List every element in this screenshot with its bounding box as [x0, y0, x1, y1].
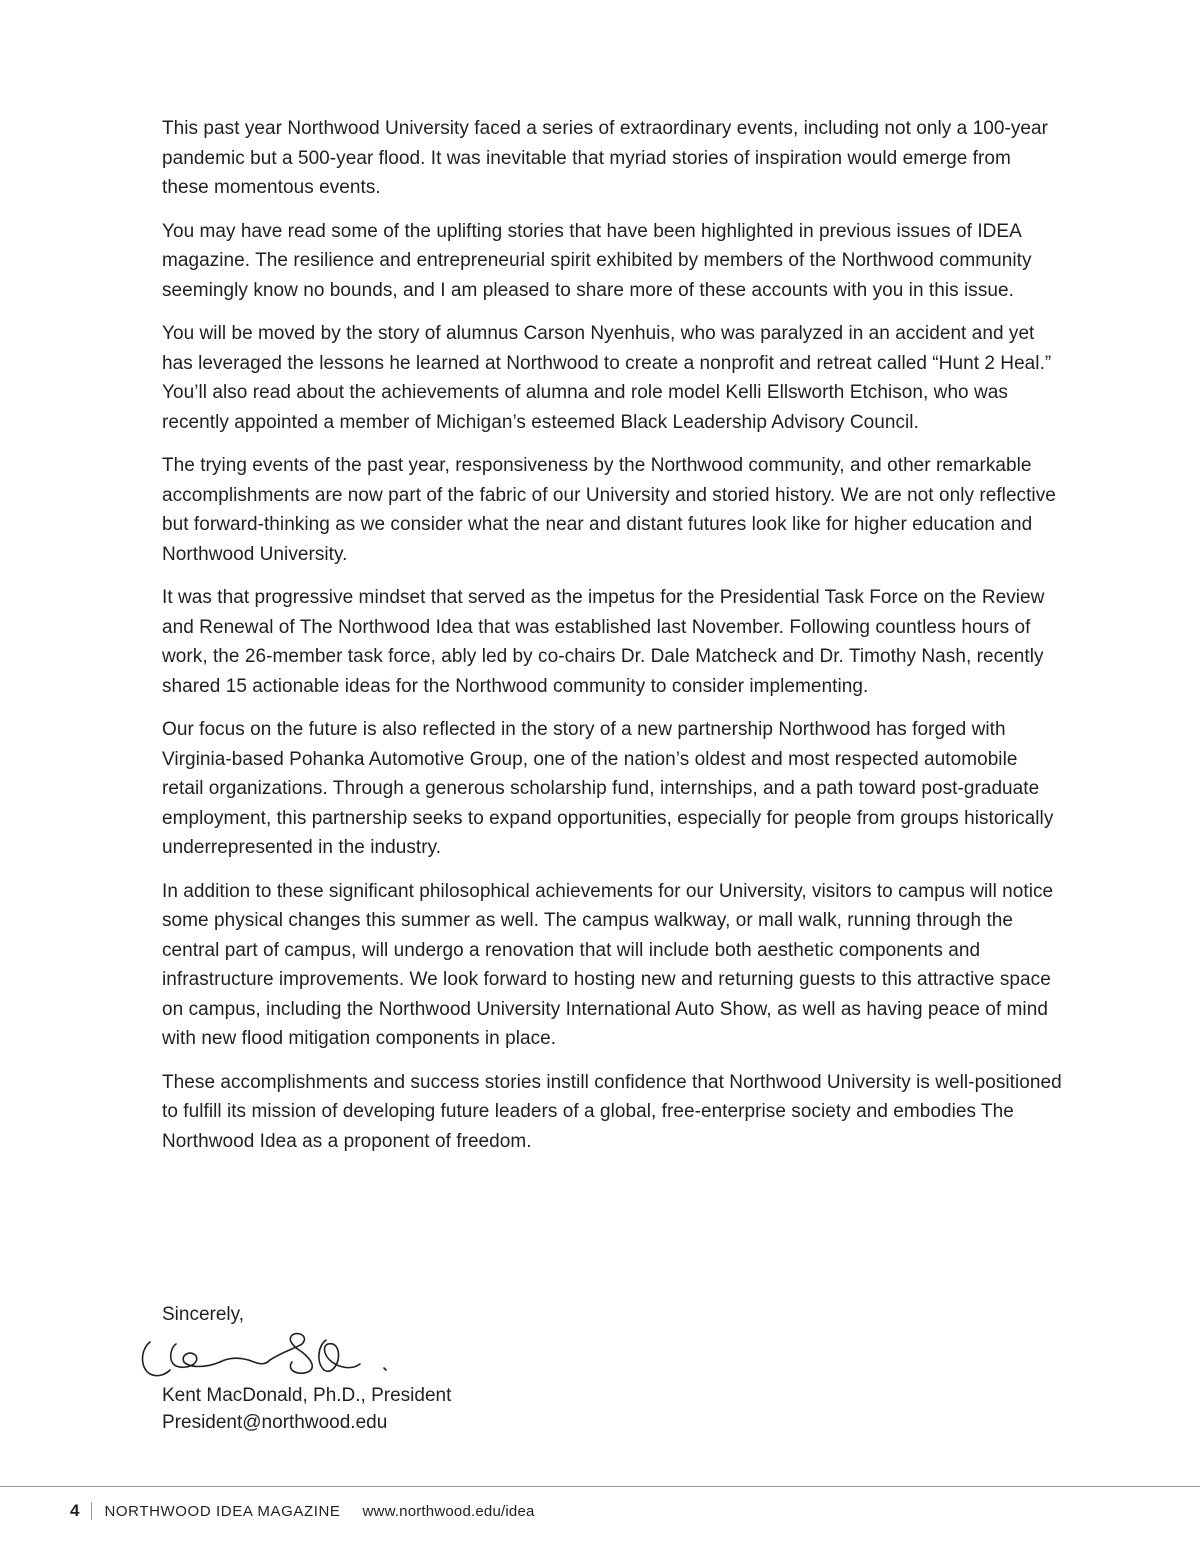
magazine-name: NORTHWOOD IDEA MAGAZINE: [104, 1502, 341, 1520]
footer-divider: [0, 1486, 1200, 1487]
signer-name: Kent MacDonald, Ph.D., President: [162, 1385, 452, 1406]
letter-body: [162, 114, 1062, 1170]
paragraph-2: You may have read some of the uplifting stories that have been highlighted in previous issues of IDEA magazine. The resilience and entrepreneurial spirit exhibited by members of the Northwood community seemingly know no bounds, and I am pleased to share more of these accounts with you in this issue.: [162, 220, 1032, 301]
paragraph-4: The trying events of the past year, responsiveness by the Northwood community, and other remarkable accomplishments are now part of the fabric of our University and storied history. We are not only reflective but forward-thinking as we consider what the near and distant futures look like for higher education and Northwood University.: [162, 455, 1056, 565]
paragraph-8: These accomplishments and success stories instill confidence that Northwood University is well-positioned to fulfill its mission of developing future leaders of a global, free-enterprise society and embodies The Northwood Idea as a proponent of freedom.: [162, 1071, 1062, 1152]
page-footer: [70, 1498, 535, 1524]
paragraph-3: You will be moved by the story of alumnus Carson Nyenhuis, who was paralyzed in an accident and yet has leveraged the lessons he learned at Northwood to create a nonprofit and retreat called “Hunt 2 Heal.” You’ll also read about the achievements of alumna and role model Kelli Ellsworth Etchison, who was recently appointed a member of Michigan’s esteemed Black Leadership Advisory Council.: [162, 323, 1052, 433]
paragraph-6: Our focus on the future is also reflected in the story of a new partnership Northwood has forged with Virginia-based Pohanka Automotive Group, one of the nation’s oldest and most respected automobile retail organizations. Through a generous scholarship fund, internships, and a path toward post-graduate employment, this partnership seeks to expand opportunities, especially for people from groups historically underrepresented in the industry.: [162, 719, 1054, 858]
signer-block: [162, 1382, 451, 1436]
signer-email: President@northwood.edu: [162, 1412, 388, 1433]
closing-salutation: Sincerely,: [162, 1304, 245, 1325]
signature-image: [136, 1322, 396, 1384]
page-number: 4: [70, 1501, 80, 1520]
paragraph-5: It was that progressive mindset that served as the impetus for the Presidential Task Force on the Review and Renewal of The Northwood Idea that was established last November. Following countless hours of work, the 26-member task force, ably led by co-chairs Dr. Dale Matcheck and Dr. Timothy Nash, recently shared 15 actionable ideas for the Northwood community to consider implementing.: [162, 587, 1045, 697]
magazine-url: www.northwood.edu/idea: [362, 1502, 535, 1520]
paragraph-1: This past year Northwood University faced a series of extraordinary events, including not only a 100-year pandemic but a 500-year flood. It was inevitable that myriad stories of inspiration would emerge from these momentous events.: [162, 118, 1049, 198]
footer-separator: [91, 1502, 92, 1520]
paragraph-7: In addition to these significant philosophical achievements for our University, visitors to campus will notice some physical changes this summer as well. The campus walkway, or mall walk, running through the central part of campus, will undergo a renovation that will include both aesthetic components and infrastructure improvements. We look forward to hosting new and returning guests to this attractive space on campus, including the Northwood University International Auto Show, as well as having peace of mind with new flood mitigation components in place.: [162, 880, 1054, 1049]
